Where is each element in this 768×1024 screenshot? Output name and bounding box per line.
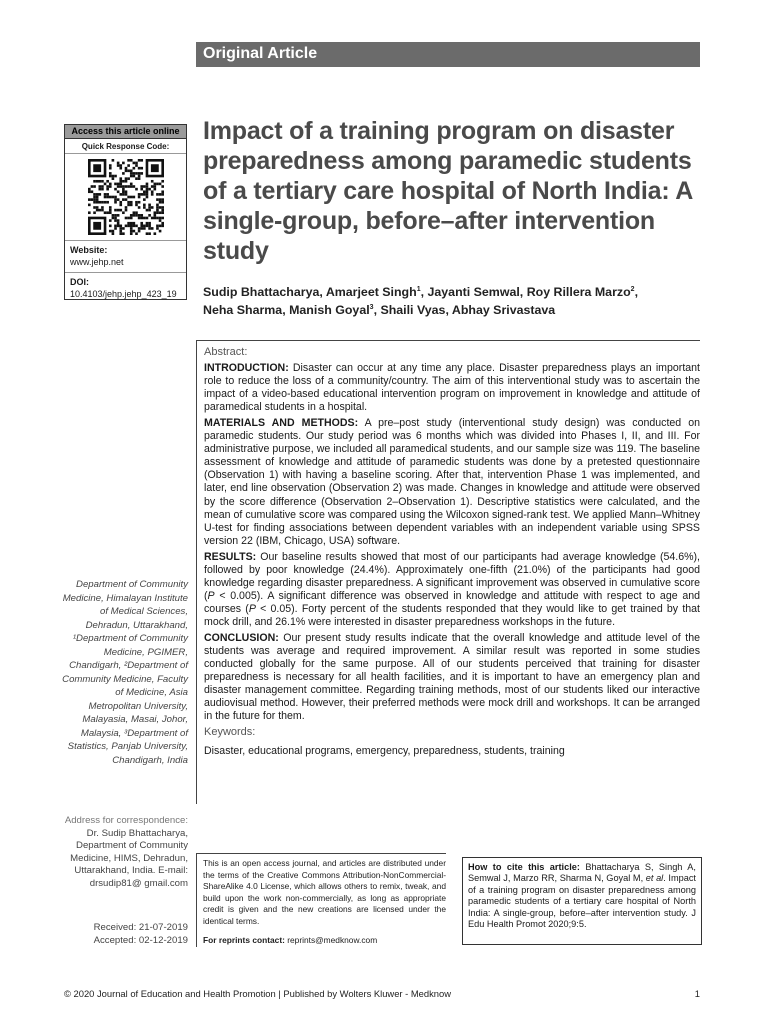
conclusion-text: Our present study results indicate that the overall knowledge and attitude level of the students was average and required improvement. A similar result was reported in some studies conducted globally for the same purpose. All of our students perceived that training for disaster preparedness is necessary for all health facilities, and it is important to have an emergency plan and disaster management committee. Regarding training methods, most of our students liked our interactive audiovisual method. However, their preferred methods were mock drill and workshops. It can be arranged in the future for them. (204, 631, 700, 723)
cite-text-b: . Impact of a training program on disaster preparedness among paramedic students of a tertiary care hospital of North India: A single-group, before–after intervention study. J Edu Health Promot 2020;9:5. (468, 873, 696, 930)
correspondence-label: Address for correspondence: (64, 815, 188, 826)
received-date: Received: 21-07-2019 (93, 922, 188, 933)
author-name: Amarjeet Singh (325, 285, 417, 300)
license-text: This is an open access journal, and articles are distributed under the terms of the Creative Commons Attribution-NonCommercial-ShareAlike 4.0 License, which allows others to remix, tweak, and build upon the work non-commercially, as long as appropriate credit is given and the new creations are licensed under the identical terms. (203, 858, 446, 926)
article-type-banner: Original Article (196, 42, 700, 67)
article-dates (62, 922, 188, 947)
page-number: 1 (694, 988, 700, 999)
qr-code-icon[interactable] (88, 159, 164, 235)
website-block (65, 241, 186, 273)
author-name: Roy Rillera Marzo (526, 285, 631, 300)
author-name: Manish Goyal (289, 303, 370, 318)
author-name: Shaili Vyas (380, 303, 446, 318)
abstract-introduction (204, 362, 700, 414)
abstract-heading: Abstract: (204, 346, 248, 358)
author-name: Sudip Bhattacharya (203, 285, 320, 300)
author-name: Neha Sharma (203, 303, 283, 318)
methods-text: A pre–post study (interventional study design) was conducted on paramedic students. Our study period was 6 months which was divided into Phases I, II, and III. For administrative purpose, we included all paramedical students, and our sample size was 119. The baseline assessment of knowledge and attitude of paramedic students was done by a pretested questionnaire (Observation 1) with having a baseline scoring. After that, intervention Phase 1 was implemented, and later, end line observation (Observation 2) was made. Changes in knowledge and attitude were observed by the score difference (Observation 2–Observation 1). Descriptive statistics were calculated, and the mean of cumulative score was compared using the Wilcoxon signed-rank test. We applied Mann–Whitney U-test for finding associations between dependent variables with an independent variable using SPSS version 22 (IBM, Chicago, USA) software. (204, 417, 701, 547)
page-footer (64, 988, 700, 999)
cite-etal: et al (645, 873, 664, 884)
keywords-list: Disaster, educational programs, emergency, preparedness, students, training (204, 745, 565, 758)
results-text-b: < 0.005). A significant difference was observed in knowledge and attitude with respect to age and courses ( (204, 589, 700, 615)
reprints-label: For reprints contact: (203, 935, 285, 945)
results-heading: RESULTS: (204, 550, 257, 563)
license-block (196, 853, 446, 947)
article-title: Impact of a training program on disaster preparedness among paramedic students of a tertiary care hospital of North India: A single-group, before–after intervention study (203, 117, 693, 265)
author-list: Sudip Bhattacharya, Amarjeet Singh$^1$, Jayanti Semwal, Roy Rillera Marzo$^2$, Neha Sharma, Manish Goyal$^3$, Shaili Vyas, Abhay Srivastava (203, 285, 639, 318)
abstract-box (196, 340, 700, 804)
introduction-text: Disaster can occur at any time any place. Disaster preparedness plays an important role to reduce the loss of a community/country. The aim of this interventional study was to ascertain the impact of a video-based educational intervention program on improvement in knowledge and attitude of paramedical students in a hospital. (204, 362, 700, 414)
results-p-symbol-1: P (207, 589, 215, 602)
qr-code-label: Quick Response Code: (65, 139, 186, 154)
cite-label: How to cite this article: (468, 862, 580, 872)
keywords-heading: Keywords: (204, 726, 256, 739)
cite-text-a: Bhattacharya S, Singh A, Semwal J, Marzo RR, Sharma N, Goyal M, (468, 862, 696, 884)
footer-copyright: © 2020 Journal of Education and Health Promotion | Published by Wolters Kluwer - Medknow (64, 988, 451, 999)
author-name: Jayanti Semwal (427, 285, 520, 300)
abstract-conclusion (204, 632, 700, 723)
introduction-heading: INTRODUCTION: (204, 362, 289, 375)
correspondence-block (62, 815, 188, 890)
access-box-title: Access this article online (65, 125, 186, 139)
access-online-box (64, 124, 187, 300)
results-text-a: Our baseline results showed that most of our participants had average knowledge (54.6%), followed by poor knowledge (24.4%). Approximately one-fifth (21.0%) of the participants had good knowledge regarding disaster preparedness. A significant improvement was observed in cumulative score ( (204, 550, 700, 602)
reprints-line (203, 935, 446, 947)
conclusion-heading: CONCLUSION: (204, 631, 279, 644)
website-label: Website: (70, 245, 108, 255)
website-link[interactable]: www.jehp.net (70, 257, 124, 267)
how-to-cite-box (462, 857, 702, 945)
doi-value[interactable]: 10.4103/jehp.jehp_423_19 (70, 289, 177, 299)
author-affiliation-mark: 3 (369, 304, 374, 312)
author-name: Abhay Srivastava (451, 303, 556, 318)
doi-label: DOI: (70, 277, 89, 287)
affiliations: Department of Community Medicine, Himalayan Institute of Medical Sciences, Dehradun, Uttarakhand, ¹Department of Community Medicine, PGIMER, Chandigarh, ²Department of Community Medicine, Faculty of Medicine, Asia Metropolitan University, Malayasia, Masai, Johor, Malaysia, ³Department of Statistics, Panjab University, Chandigarh, India (62, 579, 188, 766)
results-text-c: < 0.05). Forty percent of the students responded that they would like to get trained by that mock drill, and 26.1% were interested in disaster preparedness workshops in the future. (204, 602, 700, 628)
author-affiliation-mark: 1 (416, 286, 421, 293)
results-p-symbol-2: P (248, 602, 256, 615)
doi-block (65, 273, 186, 303)
correspondence-text: Dr. Sudip Bhattacharya, Department of Community Medicine, HIMS, Dehradun, Uttarakhand, India. E-mail: drsudip81@ gmail.com (70, 827, 188, 889)
author-affiliation-mark: 2 (630, 286, 635, 293)
methods-heading: MATERIALS AND METHODS: (204, 417, 359, 430)
accepted-date: Accepted: 02-12-2019 (93, 934, 188, 946)
qr-code-area (65, 154, 186, 241)
reprints-email[interactable]: reprints@medknow.com (287, 935, 378, 945)
abstract-results (204, 551, 700, 629)
abstract-methods (204, 417, 700, 547)
